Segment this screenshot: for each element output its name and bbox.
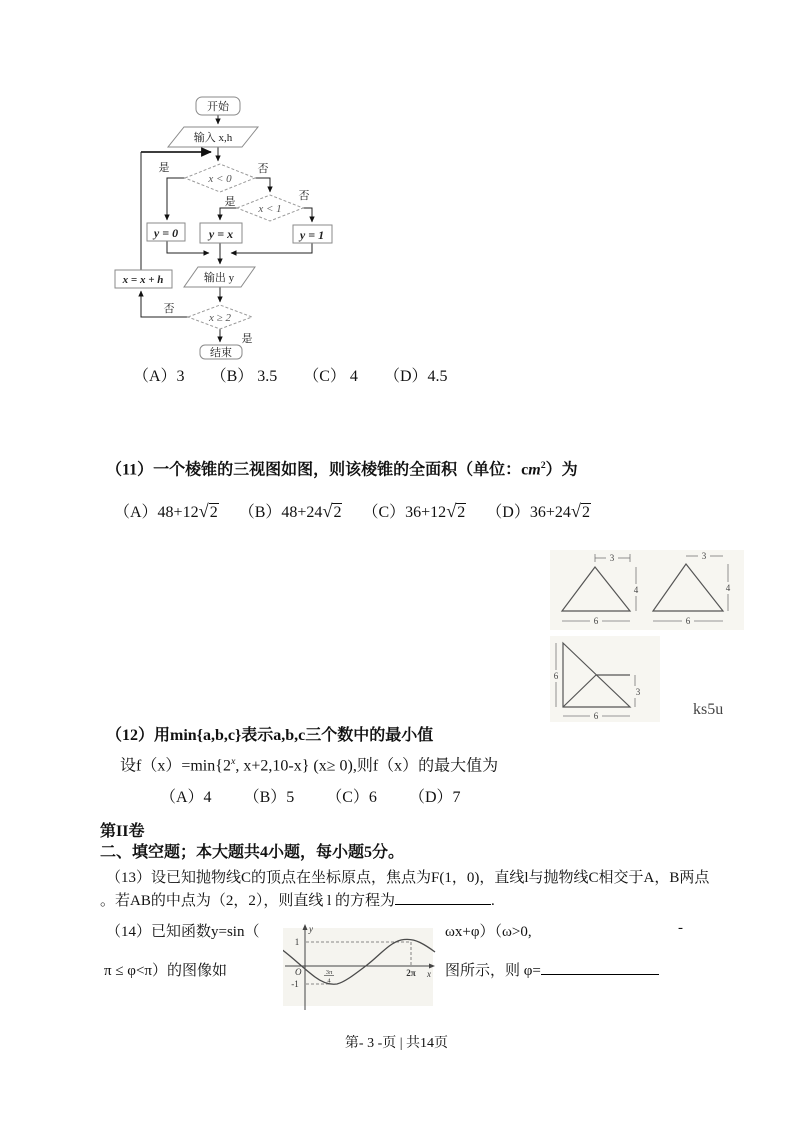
q12-options bbox=[160, 788, 461, 808]
no2-label: 否 bbox=[298, 190, 310, 202]
q14-text2: ωx+φ）（ω>0, bbox=[445, 924, 532, 940]
q11-unit-sup: 2 bbox=[540, 460, 546, 471]
yes1-label: 是 bbox=[158, 162, 170, 174]
increment-label: x = x + h bbox=[122, 274, 164, 286]
xmax-tick: 2π bbox=[406, 968, 416, 978]
watermark-text: ks5u bbox=[693, 701, 724, 718]
branch-yes2 bbox=[220, 208, 237, 220]
q11-option-d: （D）36+24 √ 2 bbox=[486, 500, 591, 523]
scan-bg bbox=[550, 550, 744, 630]
section-heading: 二、填空题；本大题共4小题，每小题5分。 bbox=[100, 844, 405, 861]
q10-option-a: （A）3 bbox=[133, 368, 185, 385]
q14-text4: 图所示，则 φ= bbox=[445, 959, 659, 980]
no1-label: 否 bbox=[257, 163, 269, 175]
q10-option-d: （D）4.5 bbox=[383, 368, 448, 385]
yes2-label: 是 bbox=[224, 196, 236, 208]
side-bottom-dim: 6 bbox=[685, 616, 691, 626]
origin-label: O bbox=[295, 967, 302, 977]
min-x-frac-num: 3π bbox=[325, 969, 333, 976]
flowchart bbox=[108, 93, 373, 365]
volume-heading: 第II卷 bbox=[100, 823, 145, 840]
q13-answer-blank bbox=[395, 890, 491, 905]
front-right-dim: 4 bbox=[633, 585, 639, 595]
q13-line1: （13）设已知抛物线C的顶点在坐标原点，焦点为F(1，0)，直线l与抛物线C相交于A，B两点 bbox=[106, 870, 710, 886]
page-footer: 第- 3 -页 | 共14页 bbox=[344, 1036, 449, 1051]
assign-y1-label: y = 1 bbox=[299, 228, 325, 242]
branch-no2 bbox=[303, 208, 312, 222]
q12-option-d: （D）7 bbox=[408, 789, 461, 806]
y-axis-arrow bbox=[303, 924, 308, 930]
front-top-dim: 3 bbox=[609, 553, 615, 563]
q11-option-a: （A）48+12 √ 2 bbox=[114, 500, 219, 523]
q10-options bbox=[133, 367, 448, 387]
q14-dash: - bbox=[678, 920, 683, 936]
assign-yx-label: y = x bbox=[208, 227, 234, 241]
base-left-dim: 6 bbox=[553, 671, 559, 681]
q12-title: （12）用min{a,b,c}表示a,b,c三个数中的最小值 bbox=[106, 727, 434, 744]
q11-unit: m bbox=[528, 461, 541, 479]
q14-text1: （14）已知函数y=sin（ bbox=[106, 924, 260, 940]
end-label: 结束 bbox=[210, 347, 232, 359]
y-axis-label: y bbox=[309, 924, 313, 934]
q11-option-c: （C）36+12 √ 2 bbox=[362, 500, 466, 523]
base-right-dim: 3 bbox=[635, 687, 641, 697]
q12-power-exp: x bbox=[230, 756, 236, 767]
cond3-label: x ≥ 2 bbox=[209, 312, 231, 324]
q13-line2: 。若AB的中点为（2，2），则直线 l 的方程为 . bbox=[100, 889, 495, 910]
cond2-label: x < 1 bbox=[258, 203, 282, 215]
branch-yes1 bbox=[167, 178, 185, 220]
x-axis-label: x bbox=[427, 969, 431, 979]
yes3-label: 是 bbox=[241, 333, 253, 345]
cond1-label: x < 0 bbox=[208, 173, 232, 185]
base-bottom-dim: 6 bbox=[593, 711, 599, 721]
input-label: 输入 x,h bbox=[193, 132, 233, 144]
front-bottom-dim: 6 bbox=[593, 616, 599, 626]
ymin-tick: -1 bbox=[291, 979, 299, 989]
q14-answer-blank bbox=[541, 960, 659, 975]
q10-option-b: （B） 3.5 bbox=[210, 368, 278, 385]
q11-title: （11）一个棱锥的三视图如图，则该棱锥的全面积（单位：$cm^2$）为 bbox=[106, 460, 578, 479]
q10-option-c: （C） 4 bbox=[303, 368, 358, 385]
side-top-dim: 3 bbox=[701, 551, 707, 561]
q12-body: 设$f(x)=\min\{2^x$, x+2,10-x} (x≥ 0),则f（x）的最大值为 bbox=[120, 756, 499, 775]
q12-option-a: （A）4 bbox=[160, 789, 212, 806]
min-x-frac-den: 4 bbox=[327, 977, 331, 985]
no3-label: 否 bbox=[163, 303, 175, 315]
ymax-tick: 1 bbox=[294, 937, 300, 947]
q12-option-c: （C）6 bbox=[326, 789, 377, 806]
three-view-figure bbox=[548, 548, 748, 723]
q11-options bbox=[114, 500, 591, 523]
q12-option-b: （B）5 bbox=[243, 789, 295, 806]
assign-y0-label: y = 0 bbox=[153, 226, 179, 240]
scan-bg bbox=[550, 636, 660, 722]
sine-graph bbox=[283, 922, 438, 1017]
output-label: 输出 y bbox=[203, 272, 235, 284]
branch-no1 bbox=[255, 178, 270, 192]
join-right bbox=[231, 243, 312, 253]
start-label: 开始 bbox=[207, 101, 229, 113]
q12-power-base: 2 bbox=[222, 757, 231, 775]
side-right-dim: 4 bbox=[725, 583, 731, 593]
q14-text3: π ≤ φ<π）的图像如 bbox=[104, 963, 227, 979]
q11-option-b: （B）48+24 √ 2 bbox=[239, 500, 343, 523]
